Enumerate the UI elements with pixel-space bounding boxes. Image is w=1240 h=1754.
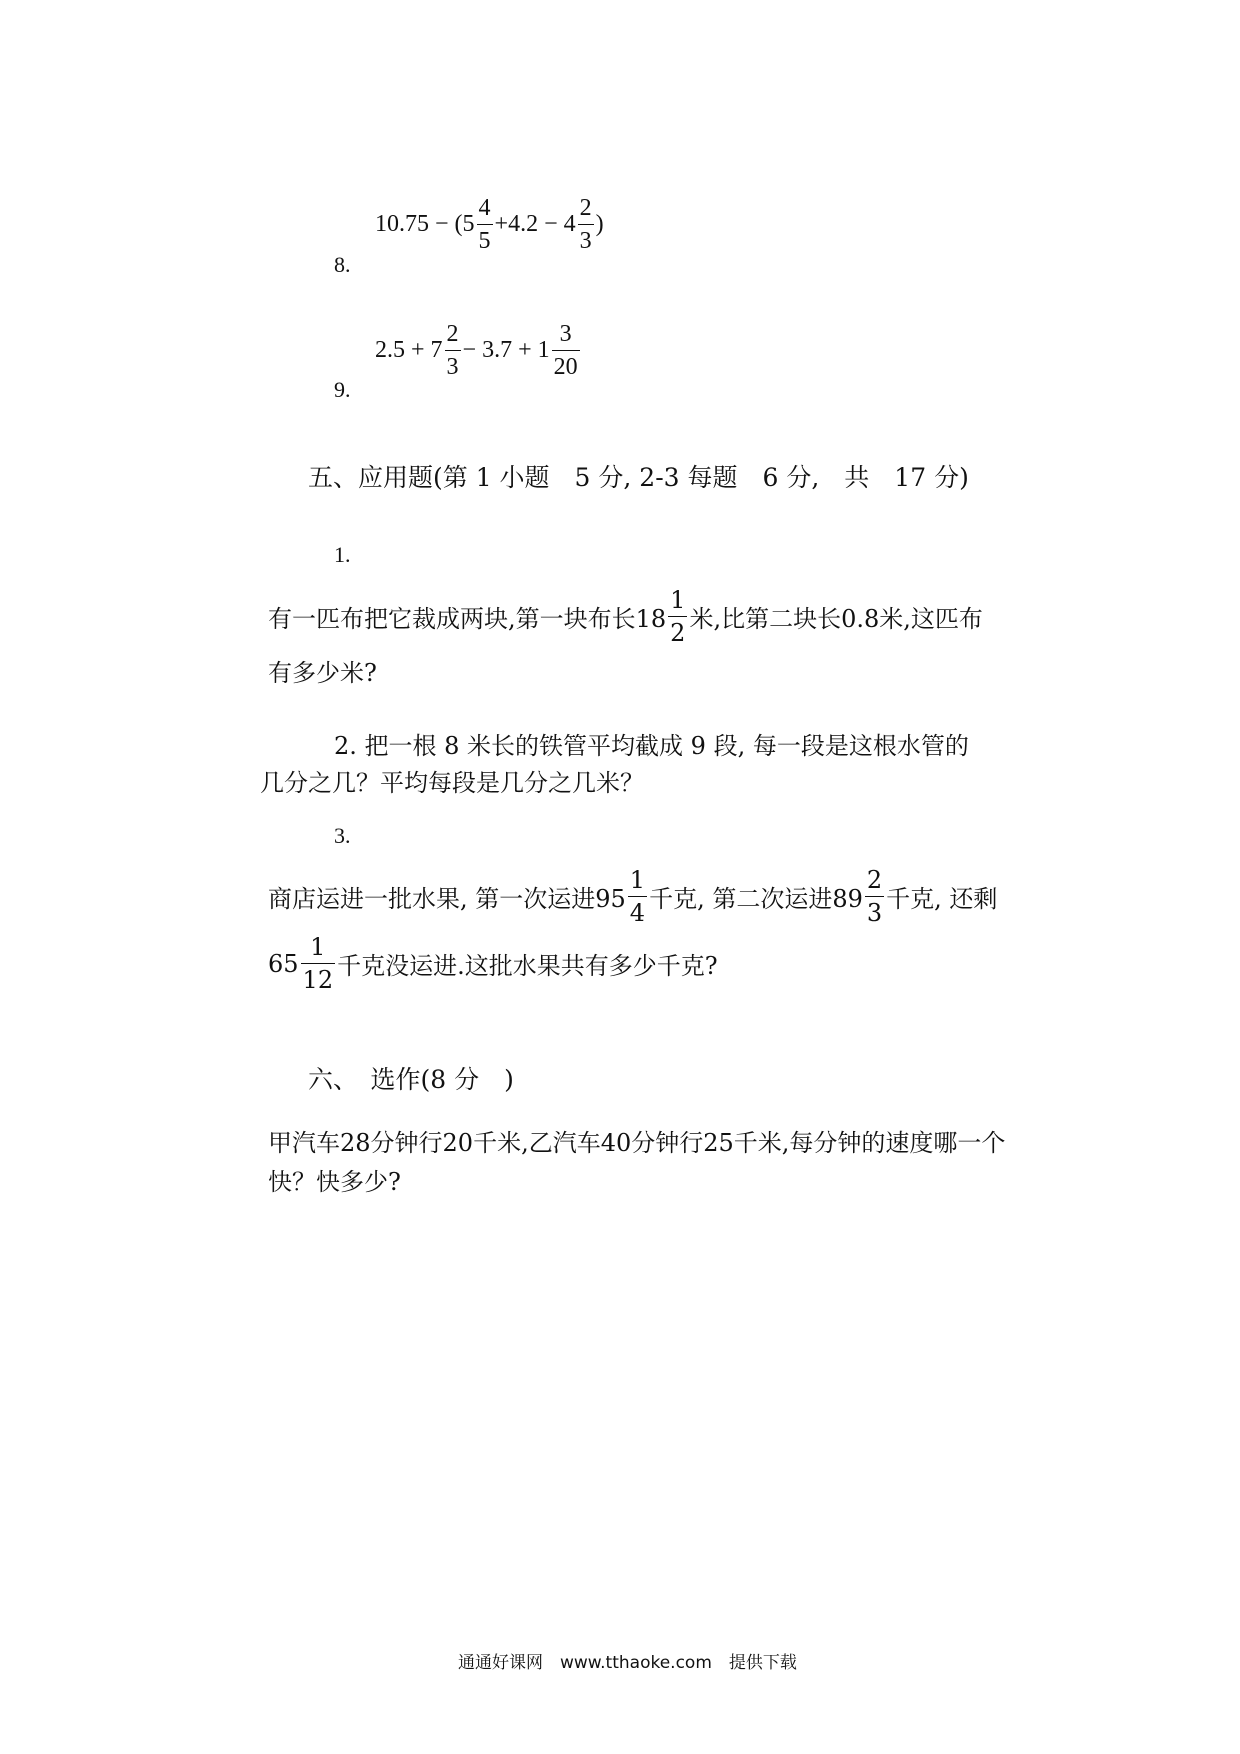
problem-8-expression bbox=[375, 196, 604, 253]
fraction: $\frac{2}{3}$ bbox=[579, 195, 592, 254]
q3-line-2: 65 $\frac{1}{12}$ 千克没运进.这批水果共有多少千克? bbox=[268, 933, 718, 994]
section-6-line-2: 快？快多少? bbox=[268, 1168, 401, 1196]
fraction: $\frac{1}{4}$ bbox=[629, 866, 646, 927]
page-footer: 通通好课网 www.tthaoke.com 提供下载 bbox=[458, 1653, 797, 1673]
q3-line-1: 商店运进一批水果, 第一次运进95 $\frac{1}{4}$ 千克, 第二次运进89 $\frac{2}{3}$ 千克, 还剩 bbox=[268, 866, 998, 927]
fraction: $\frac{2}{3}$ bbox=[866, 866, 883, 927]
q1-line-2: 有多少米? bbox=[268, 659, 377, 687]
fraction: $\frac{4}{5}$ bbox=[478, 195, 491, 254]
expr-part: ) bbox=[595, 211, 604, 237]
fraction: $\frac{1}{2}$ bbox=[670, 586, 686, 647]
problem-9-expression bbox=[375, 322, 582, 379]
expr-part: +4.2 − 4 bbox=[494, 211, 576, 237]
problem-8-number: 8. bbox=[334, 252, 351, 277]
q3-number: 3. bbox=[334, 823, 351, 848]
section-6-heading: 六、 选作(8 分 ) bbox=[308, 1065, 514, 1094]
section-5-heading: 五、应用题(第 1 小题 5 分, 2-3 每题 6 分, 共 17 分) bbox=[308, 463, 969, 492]
expr-part: 10.75 − (5 bbox=[375, 211, 475, 237]
q2-line-1: 2. 把一根 8 米长的铁管平均截成 9 段, 每一段是这根水管的 bbox=[334, 732, 969, 760]
expr-part: − 3.7 + 1 bbox=[462, 337, 550, 363]
section-6-line-1: 甲汽车28分钟行20千米,乙汽车40分钟行25千米,每分钟的速度哪一个 bbox=[268, 1129, 1006, 1157]
q2-line-2: 几分之几？平均每段是几分之几米？ bbox=[260, 769, 644, 797]
problem-9-number: 9. bbox=[334, 377, 351, 402]
fraction: $\frac{2}{3}$ bbox=[446, 321, 459, 380]
expr-part: 2.5 + 7 bbox=[375, 337, 443, 363]
q1-line-1: 有一匹布把它裁成两块,第一块布长18 $\frac{1}{2}$ 米,比第二块长0.8米,这匹布 bbox=[268, 586, 983, 647]
fraction: $\frac{3}{20}$ bbox=[553, 321, 578, 380]
q1-number: 1. bbox=[334, 542, 351, 567]
fraction: $\frac{1}{12}$ bbox=[302, 933, 334, 994]
